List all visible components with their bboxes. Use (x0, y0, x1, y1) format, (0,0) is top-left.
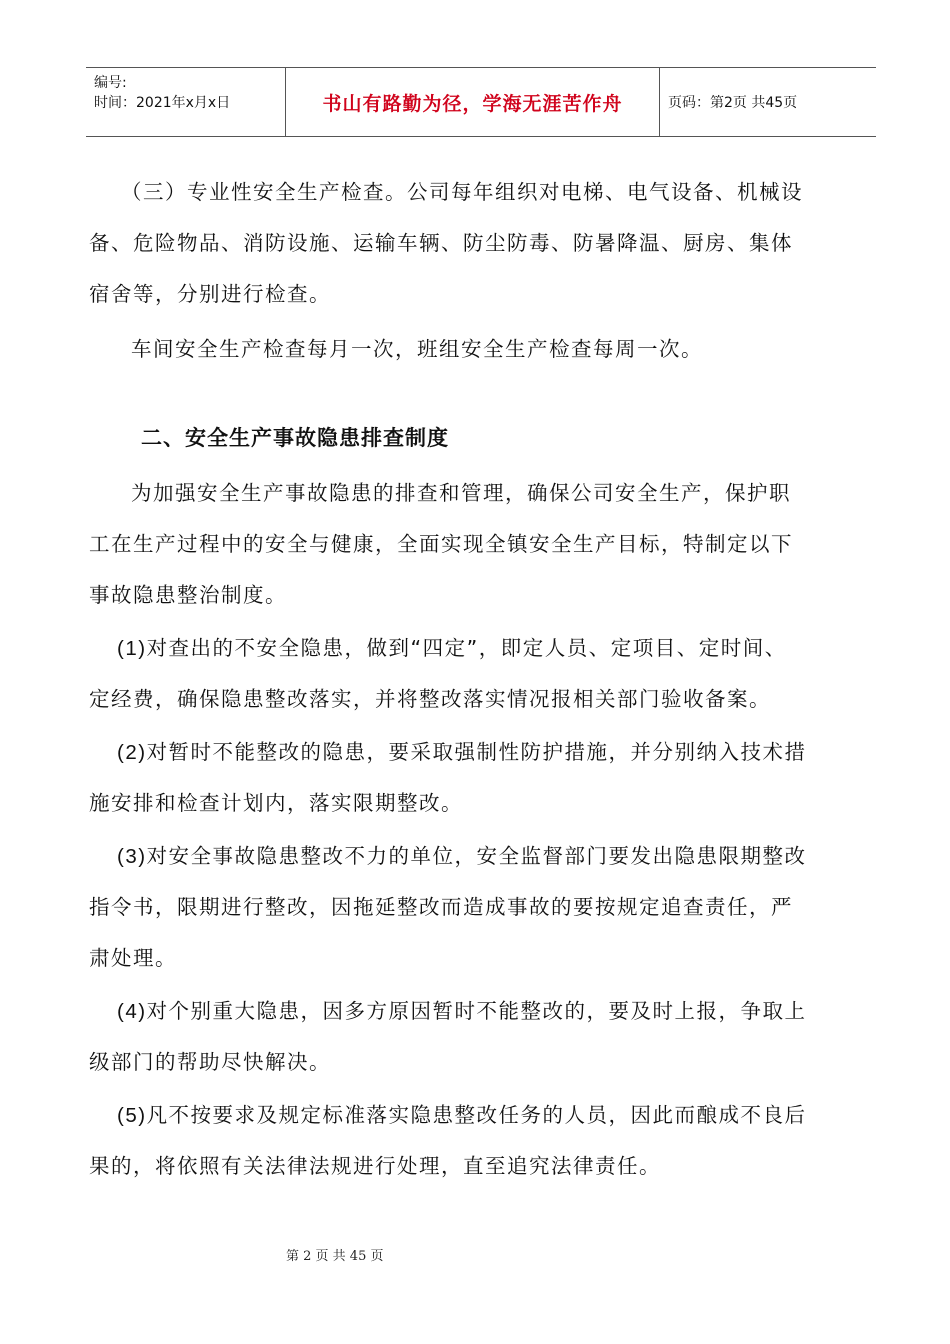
list-item-number: (3) (117, 845, 147, 868)
list-item-text: 对查出的不安全隐患，做到“四定”，即定人员、定项目、定时间、 (146, 636, 787, 660)
list-item-line: 定经费，确保隐患整改落实，并将整改落实情况报相关部门验收备案。 (89, 687, 771, 711)
list-item-line: 指令书，限期进行整改，因拖延整改而造成事故的要按规定追查责任，严 (89, 895, 793, 919)
list-item-line (89, 831, 869, 882)
list-item-text: 对安全事故隐患整改不力的单位，安全监督部门要发出隐患限期整改 (146, 844, 807, 868)
list-item-number: (2) (117, 741, 147, 764)
document-header (86, 67, 876, 137)
header-page-cell (660, 68, 876, 136)
list-item-line (89, 727, 869, 778)
list-item-text: 对个别重大隐患，因多方原因暂时不能整改的，要及时上报，争取上 (146, 999, 807, 1023)
paragraph-line: 备、危险物品、消防设施、运输车辆、防尘防毒、防暑降温、厨房、集体 (89, 231, 793, 255)
list-item (89, 623, 869, 725)
hazard-section (89, 468, 869, 1192)
header-motto-cell (286, 68, 660, 136)
list-item-line: 肃处理。 (89, 946, 177, 970)
list-item-number: (5) (117, 1104, 147, 1127)
paragraph-line: 车间安全生产检查每月一次，班组安全生产检查每周一次。 (131, 337, 703, 361)
list-item (89, 1090, 869, 1192)
list-item (89, 727, 869, 829)
list-item-line (89, 623, 869, 674)
list-item-line (89, 1090, 869, 1141)
inspection-section (89, 167, 869, 375)
list-item (89, 986, 869, 1088)
paragraph-line: 宿舍等，分别进行检查。 (89, 282, 331, 306)
page-footer: 第 2 页 共 45 页 (286, 1249, 384, 1264)
list-item-number: (4) (117, 1000, 147, 1023)
paragraph-line: （三）专业性安全生产检查。公司每年组织对电梯、电气设备、机械设 (121, 180, 803, 204)
list-item-number: (1) (117, 637, 147, 660)
document-number-label: 编号: (94, 75, 127, 91)
list-item-line (89, 986, 869, 1037)
list-item (89, 831, 869, 984)
document-date-label: 时间：2021年x月x日 (94, 95, 231, 111)
header-motto: 书山有路勤为径，学海无涯苦作舟 (322, 92, 623, 115)
list-item-line: 级部门的帮助尽快解决。 (89, 1050, 331, 1074)
list-item-line: 施安排和检查计划内，落实限期整改。 (89, 791, 463, 815)
header-info-cell (86, 68, 286, 136)
section-heading: 二、安全生产事故隐患排查制度 (141, 426, 449, 450)
header-page-number: 页码：第2页 共45页 (668, 95, 798, 111)
paragraph-line: 工在生产过程中的安全与健康，全面实现全镇安全生产目标，特制定以下 (89, 532, 793, 556)
paragraph-line: 为加强安全生产事故隐患的排查和管理，确保公司安全生产，保护职 (131, 481, 791, 505)
list-item-line: 果的，将依照有关法律法规进行处理，直至追究法律责任。 (89, 1154, 661, 1178)
list-item-text: 凡不按要求及规定标准落实隐患整改任务的人员，因此而酿成不良后 (146, 1103, 807, 1127)
paragraph-line: 事故隐患整治制度。 (89, 583, 287, 607)
list-item-text: 对暂时不能整改的隐患，要采取强制性防护措施，并分别纳入技术措 (146, 740, 807, 764)
